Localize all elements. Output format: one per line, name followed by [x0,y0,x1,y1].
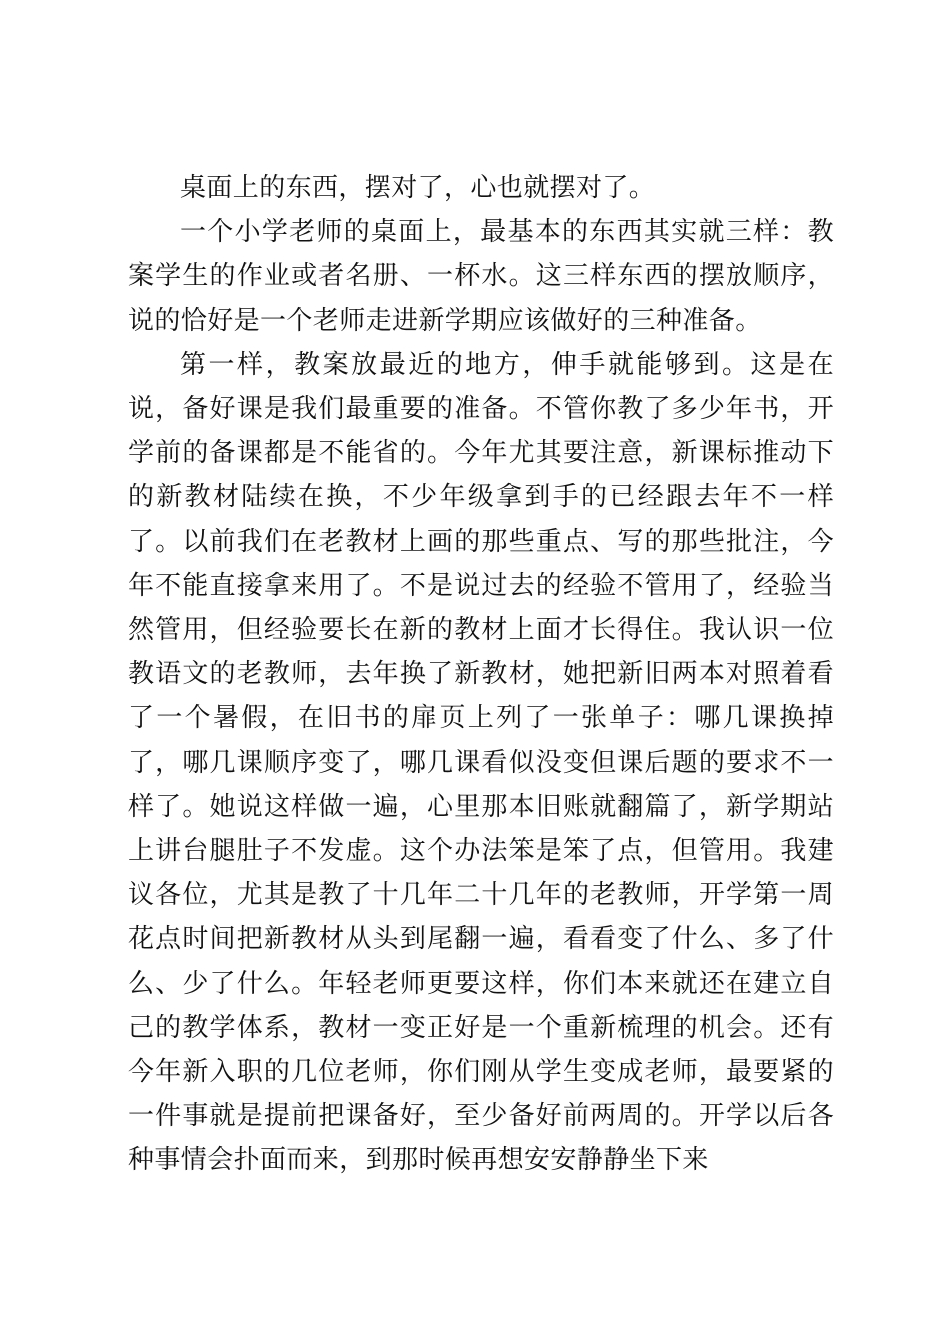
paragraph-3: 第一样，教案放最近的地方，伸手就能够到。这是在说，备好课是我们最重要的准备。不管你教了多少年书，开学前的备课都是不能省的。今年尤其要注意，新课标推动下的新教材陆续在换，不少年级拿到手的已经跟去年不一样了。以前我们在老教材上画的那些重点、写的那些批注，今年不能直接拿来用了。不是说过去的经验不管用了，经验当然管用，但经验要长在新的教材上面才长得住。我认识一位教语文的老教师，去年换了新教材，她把新旧两本对照着看了一个暑假，在旧书的扉页上列了一张单子：哪几课换掉了，哪几课顺序变了，哪几课看似没变但课后题的要求不一样了。她说这样做一遍，心里那本旧账就翻篇了，新学期站上讲台腿肚子不发虚。这个办法笨是笨了点，但管用。我建议各位，尤其是教了十几年二十几年的老教师，开学第一周花点时间把新教材从头到尾翻一遍，看看变了什么、多了什么、少了什么。年轻老师更要这样，你们本来就还在建立自己的教学体系，教材一变正好是一个重新梳理的机会。还有今年新入职的几位老师，你们刚从学生变成老师，最要紧的一件事就是提前把课备好，至少备好前两周的。开学以后各种事情会扑面而来，到那时候再想安安静静坐下来 [128,349,834,1176]
body-text [128,166,834,1183]
paragraph-1: 桌面上的东西，摆对了，心也就摆对了。 [180,173,656,203]
paragraph-2: 一个小学老师的桌面上，最基本的东西其实就三样：教案学生的作业或者名册、一杯水。这三样东西的摆放顺序，说的恰好是一个老师走进新学期应该做好的三种准备。 [128,217,834,336]
